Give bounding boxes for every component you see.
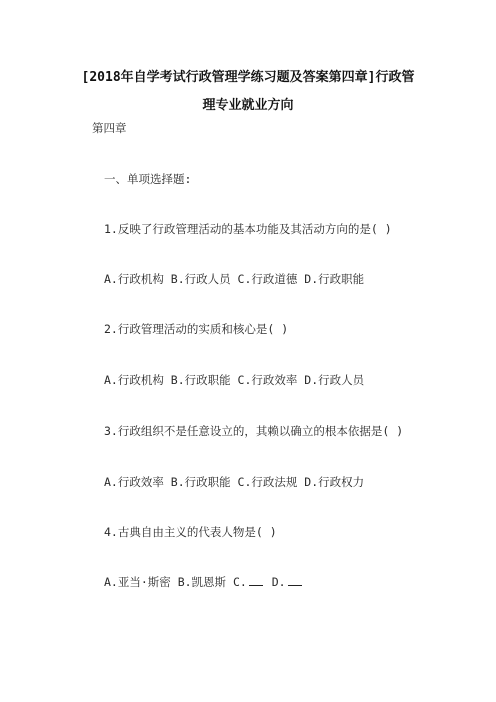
question-1-options: A.行政机构 B.行政人员 C.行政道德 D.行政职能	[104, 272, 365, 286]
blank-line	[288, 575, 302, 586]
question-4-options-tail: D.	[271, 575, 286, 589]
question-2-stem: 2.行政管理活动的实质和核心是( )	[104, 322, 289, 336]
question-4-stem: 4.古典自由主义的代表人物是( )	[104, 525, 277, 539]
question-4-options: A.亚当·斯密 B.凯恩斯 C.	[104, 575, 247, 589]
question-3-options: A.行政效率 B.行政职能 C.行政法规 D.行政权力	[104, 475, 365, 489]
question-4-options-row	[104, 574, 304, 590]
question-3-stem: 3.行政组织不是任意设立的，其赖以确立的根本依据是( )	[104, 424, 404, 438]
chapter-heading: 第四章	[92, 121, 127, 135]
section-heading: 一、单项选择题:	[104, 172, 192, 186]
title-line-2: 理专业就业方向	[202, 98, 294, 113]
title-line-1: [2018年自学考试行政管理学练习题及答案第四章]行政管	[81, 70, 415, 85]
question-2-options: A.行政机构 B.行政职能 C.行政效率 D.行政人员	[104, 373, 365, 387]
question-1-stem: 1.反映了行政管理活动的基本功能及其活动方向的是( )	[104, 222, 392, 236]
blank-line	[249, 575, 263, 586]
document-title	[40, 64, 456, 120]
